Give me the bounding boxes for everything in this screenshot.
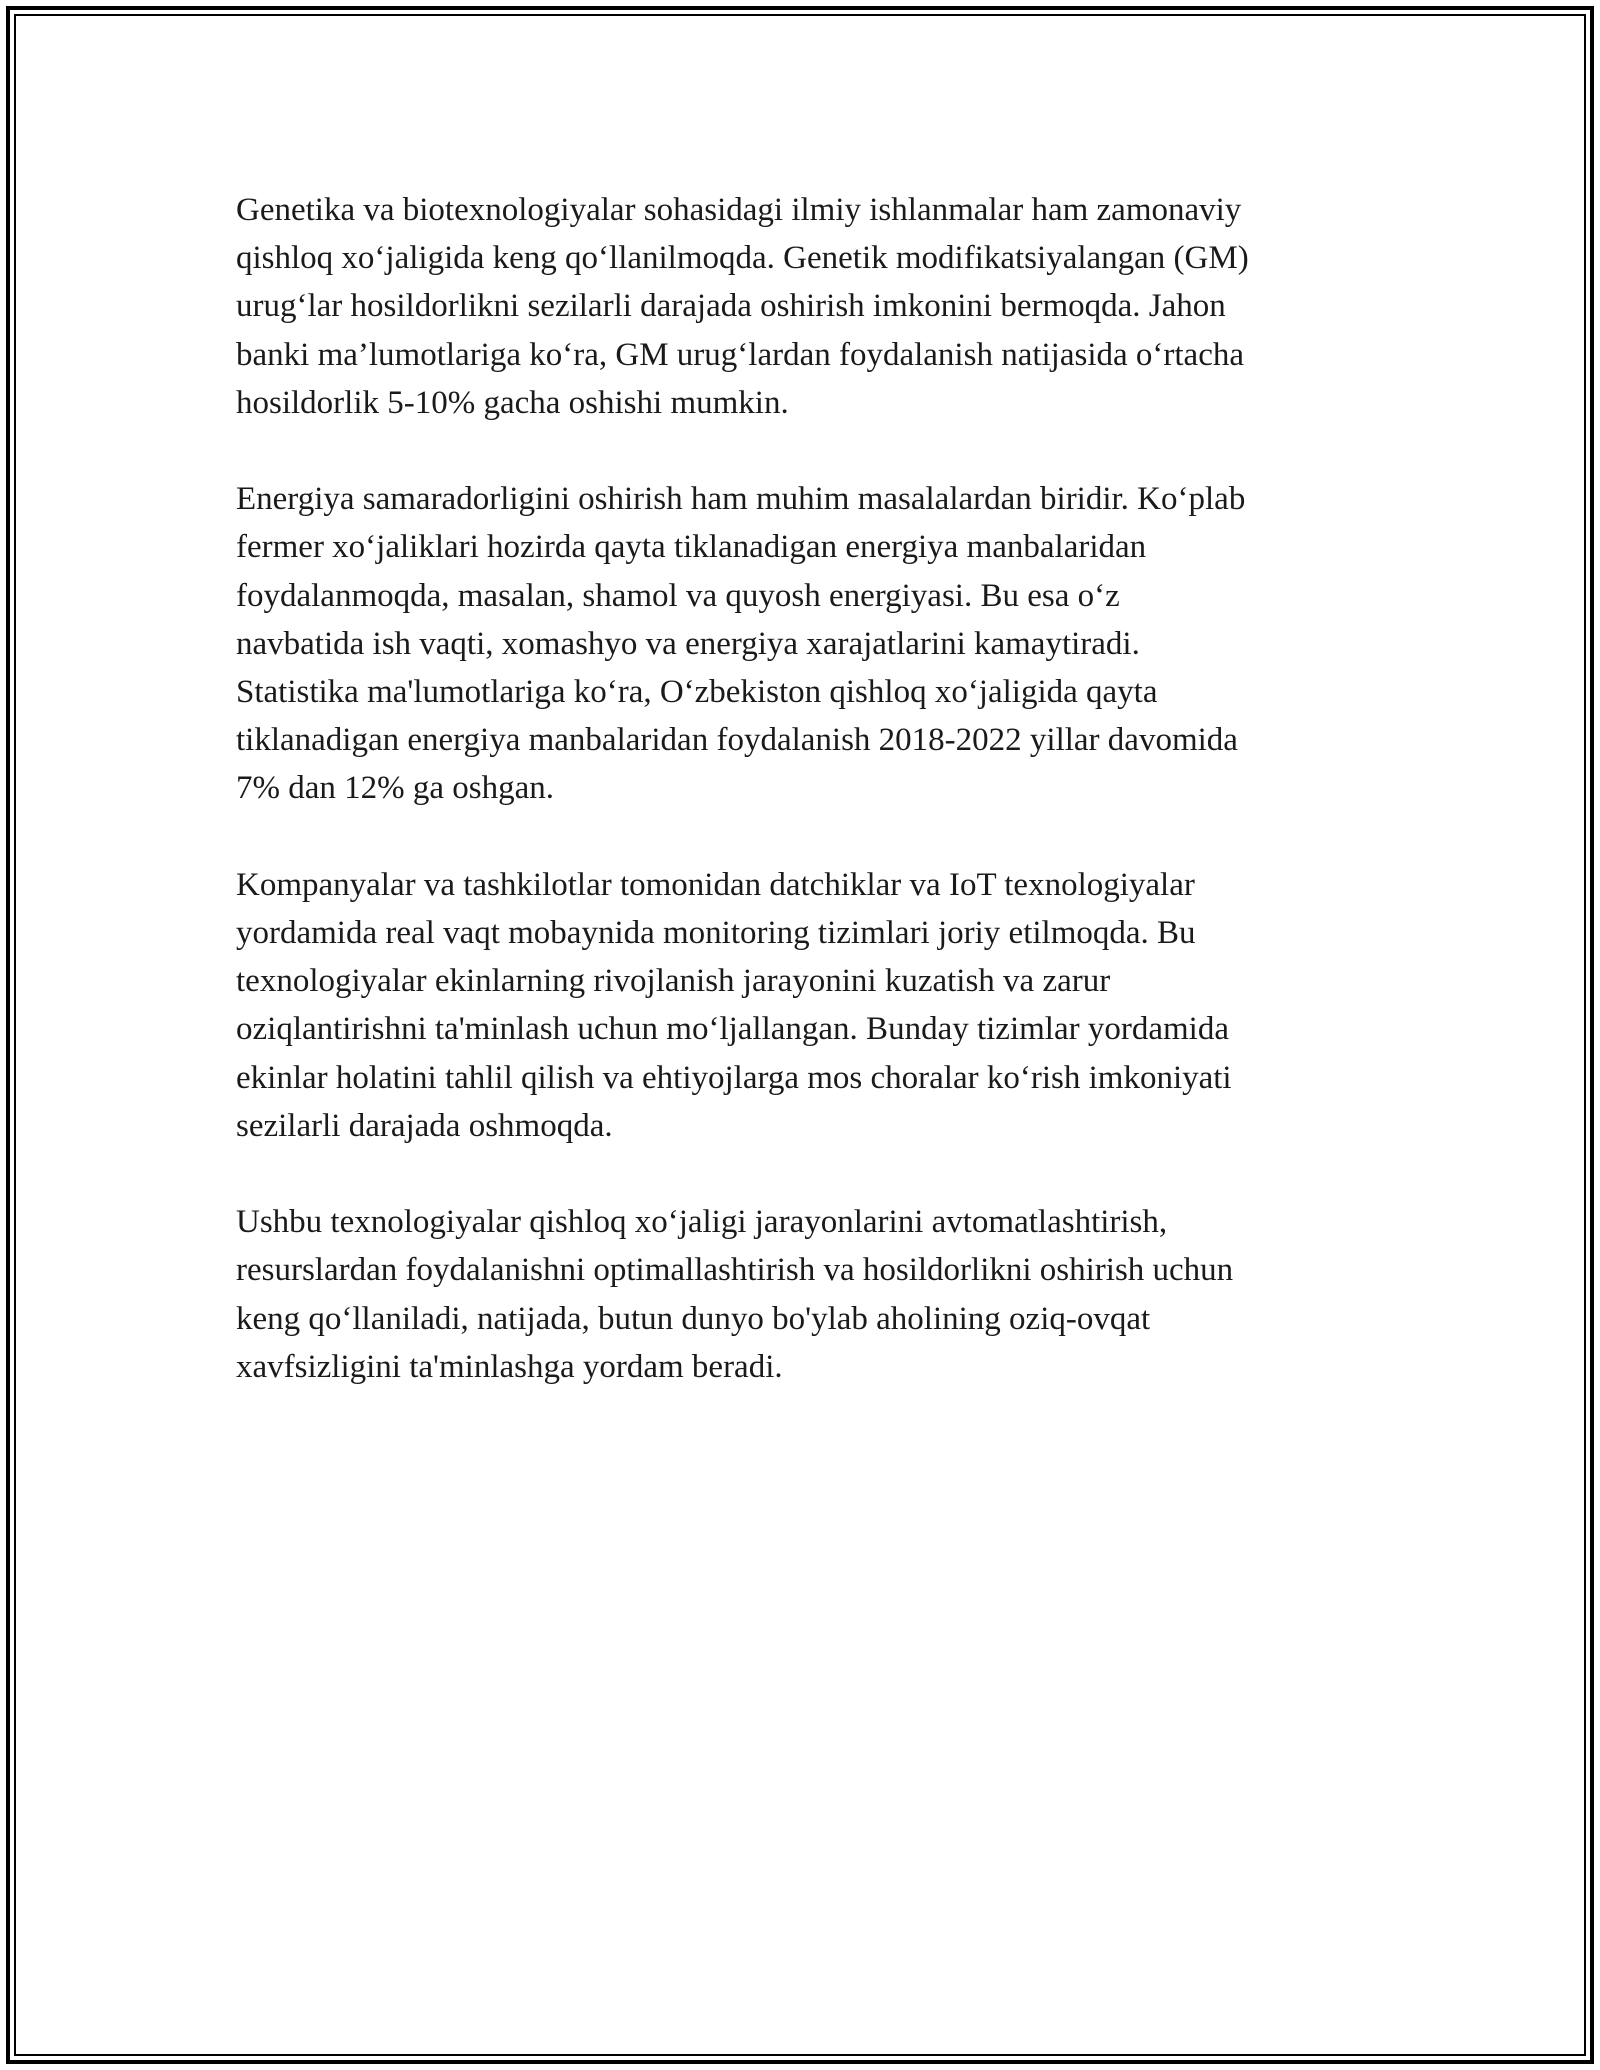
paragraph-iot-monitoring: Kompanyalar va tashkilotlar tomonidan datchiklar va IoT texnologiyalar yordamida real vaqt mobaynida monitoring tizimlari joriy etilmoqda. Bu texnologiyalar ekinlarning rivojlanish jarayonini kuzatish va zarur oziqlantirishni ta'minlash uchun mo‘ljallangan. Bunday tizimlar yordamida ekinlar holatini tahlil qilish va ehtiyojlarga mos choralar ko‘rish imkoniyati sezilarli darajada oshmoqda. bbox=[236, 866, 1232, 1144]
paragraph-conclusion: Ushbu texnologiyalar qishloq xo‘jaligi jarayonlarini avtomatlashtirish, resurslardan foydalanishni optimallashtirish va hosildorlikni oshirish uchun keng qo‘llaniladi, natijada, butun dunyo bo'ylab aholining oziq-ovqat xavfsizligini ta'minlashga yordam beradi. bbox=[236, 1204, 1234, 1385]
paragraph-energy-efficiency: Energiya samaradorligini oshirish ham muhim masalalardan biridir. Ko‘plab fermer xo‘jaliklari hozirda qayta tiklanadigan energiya manbalaridan foydalanmoqda, masalan, shamol va quyosh energiyasi. Bu esa o‘z navbatida ish vaqti, xomashyo va energiya xarajatlarini kamaytiradi. Statistika ma'lumotlariga ko‘ra, O‘zbekiston qishloq xo‘jaligida qayta tiklanadigan energiya manbalaridan foydalanish 2018-2022 yillar davomida 7% dan 12% ga oshgan. bbox=[236, 481, 1246, 807]
document-body bbox=[236, 186, 1366, 1439]
paragraph-genetics: Genetika va biotexnologiyalar sohasidagi ilmiy ishlanmalar ham zamonaviy qishloq xo‘jaligida keng qo‘llanilmoqda. Genetik modifikatsiyalangan (GM) urug‘lar hosildorlikni sezilarli darajada oshirish imkonini bermoqda. Jahon banki ma’lumotlariga ko‘ra, GM urug‘lardan foydalanish natijasida o‘rtacha hosildorlik 5-10% gacha oshishi mumkin. bbox=[236, 192, 1249, 421]
